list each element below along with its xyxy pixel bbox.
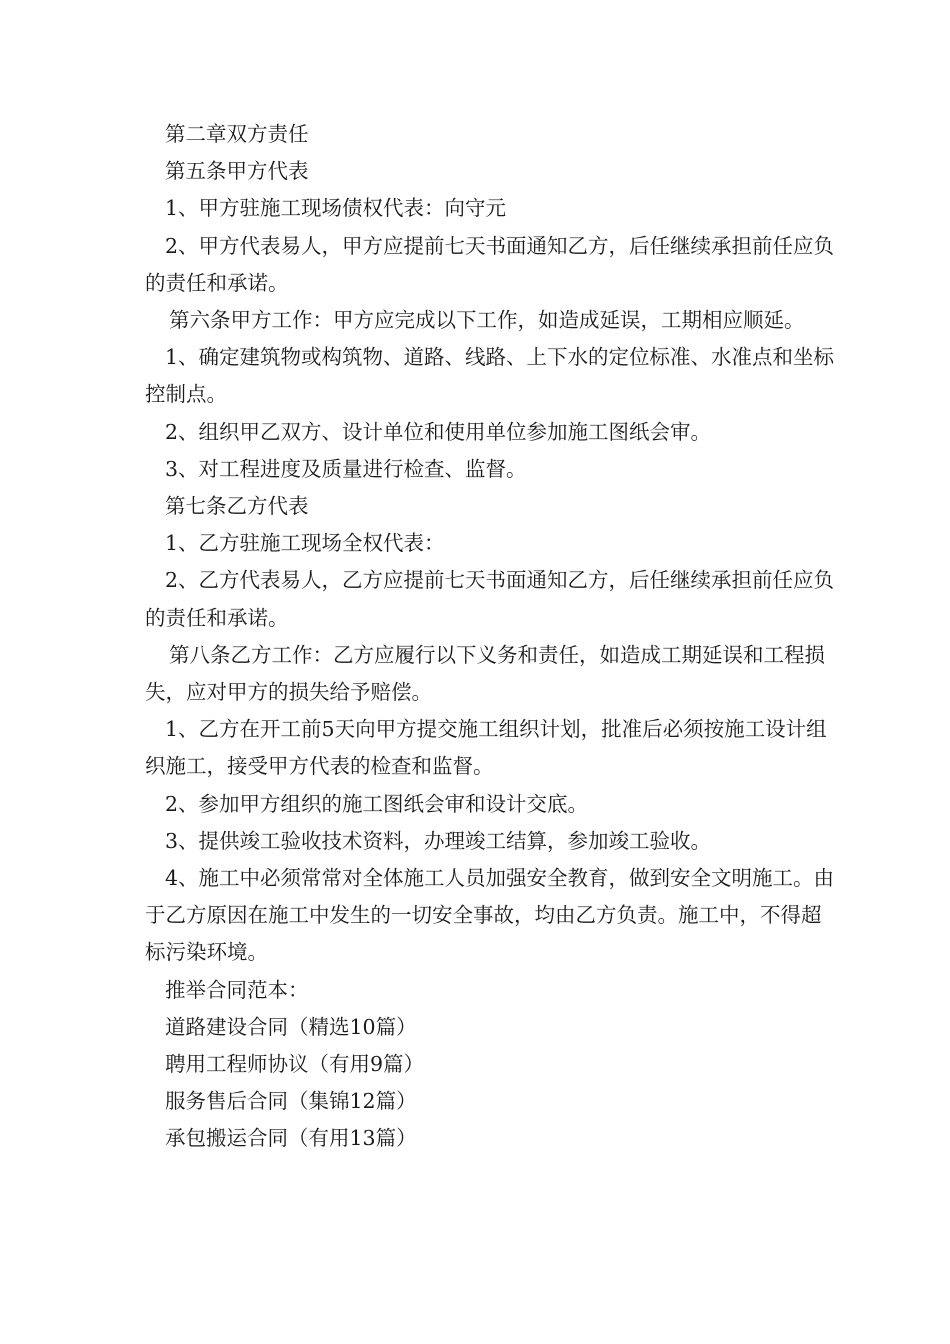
- article-item: 2、甲方代表易人，甲方应提前七天书面通知乙方，后任继续承担前任应负的责任和承诺。: [145, 233, 835, 295]
- recommend-link[interactable]: 承包搬运合同（有用13篇）: [165, 1126, 417, 1151]
- article-item: 3、提供竣工验收技术资料，办理竣工结算，参加竣工验收。: [165, 828, 712, 853]
- article-item: 2、参加甲方组织的施工图纸会审和设计交底。: [165, 791, 589, 816]
- recommend-link[interactable]: 道路建设合同（精选10篇）: [165, 1014, 417, 1039]
- article-item: 1、乙方驻施工现场全权代表：: [165, 531, 445, 556]
- article-item: 3、对工程进度及质量进行检查、监督。: [165, 456, 527, 481]
- document-body: [145, 116, 835, 1158]
- article-title: 第六条甲方工作：甲方应完成以下工作，如造成延误，工期相应顺延。: [169, 308, 805, 333]
- article-item: 1、确定建筑物或构筑物、道路、线路、上下水的定位标准、水准点和坐标控制点。: [145, 345, 835, 407]
- recommend-link[interactable]: 服务售后合同（集锦12篇）: [165, 1089, 417, 1114]
- article-item: 2、组织甲乙双方、设计单位和使用单位参加施工图纸会审。: [165, 419, 712, 444]
- chapter-title: 第二章双方责任: [165, 122, 309, 146]
- article-item: 2、乙方代表易人，乙方应提前七天书面通知乙方，后任继续承担前任应负的责任和承诺。: [145, 568, 835, 630]
- article-title: 第八条乙方工作：乙方应履行以下义务和责任，如造成工期延误和工程损失，应对甲方的损失给予赔偿。: [145, 642, 825, 705]
- article-item: 4、施工中必须常常对全体施工人员加强安全教育，做到安全文明施工。由于乙方原因在施工中发生的一切安全事故，均由乙方负责。施工中，不得超标污染环境。: [145, 866, 835, 965]
- recommend-link[interactable]: 聘用工程师协议（有用9篇）: [165, 1052, 425, 1077]
- article-item: 1、甲方驻施工现场债权代表：向守元: [165, 196, 507, 221]
- article-item: 1、乙方在开工前5天向甲方提交施工组织计划，批准后必须按施工设计组织施工，接受甲方代表的检查和监督。: [145, 717, 827, 779]
- article-title: 第七条乙方代表: [165, 494, 309, 519]
- article-title: 第五条甲方代表: [165, 159, 309, 184]
- recommend-heading: 推举合同范本：: [165, 977, 309, 1002]
